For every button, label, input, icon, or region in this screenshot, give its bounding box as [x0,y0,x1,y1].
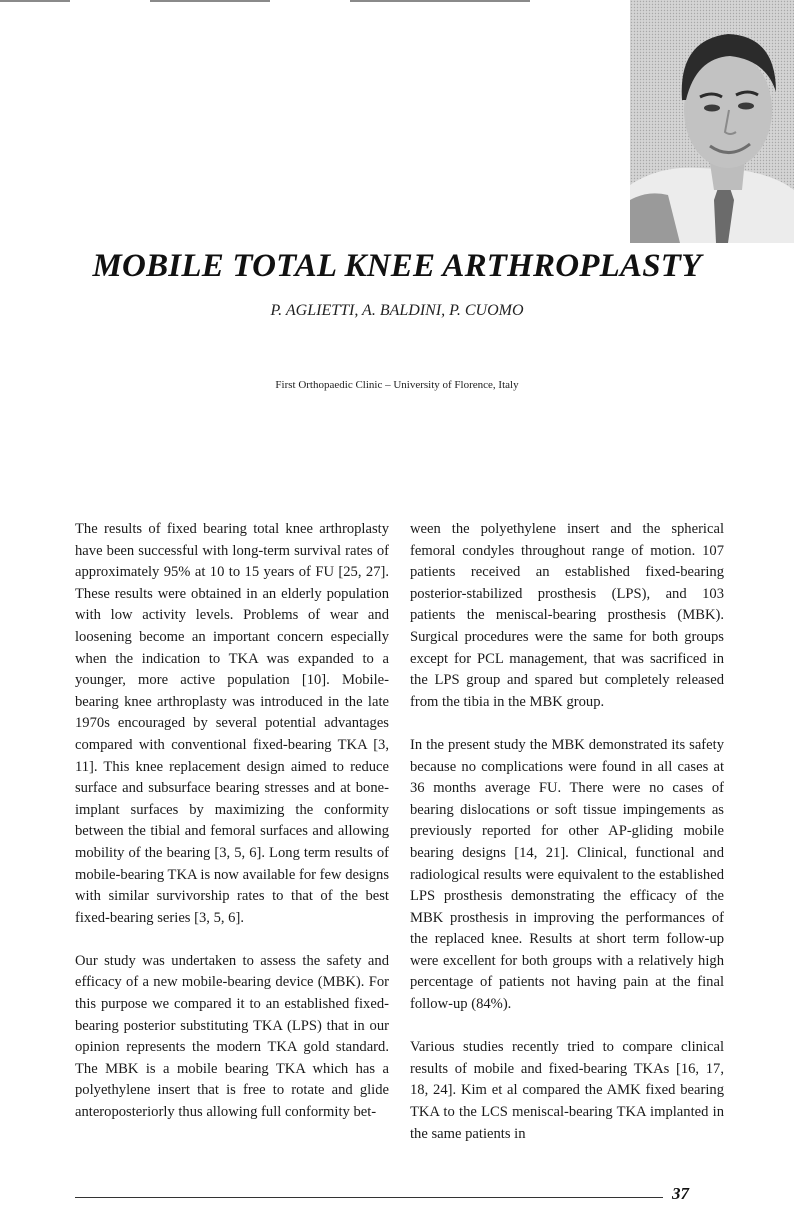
body-paragraph: ween the polyethylene insert and the spherical femoral condyles throughout range of motion. 107 patients received an established fixed-bearing posterior-stabilized prosthesis (LPS), and 103 patients the meniscal-bearing prosthesis (MBK). Surgical procedures were the same for both groups except for PCL management, that was sacrificed in the LPS group and spared but completely released from the tibia in the MBK group. [410,521,724,710]
body-column-right [410,519,724,1145]
body-column-left [75,519,389,1124]
header-rule [350,0,530,2]
header-rule [150,0,270,2]
article-authors: P. AGLIETTI, A. BALDINI, P. CUOMO [270,302,524,319]
header-rule [0,0,70,2]
body-paragraph: In the present study the MBK demonstrated its safety because no complications were found in all cases at 36 months average FU. There were no cases of bearing dislocations or soft tissue impingements as previously reported for other AP-gliding mobile bearing designs [14, 21]. Clinical, functional and radiological results were equivalent to the established LPS prosthesis demonstrating the efficacy of the MBK prosthesis in improving the performances of the replaced knee. Results at short term follow-up were excellent for both groups with a relatively high percentage of patients not having pain at the final follow-up (84%). [410,736,724,1013]
body-paragraph: The results of fixed bearing total knee arthroplasty have been successful with long-term survival rates of approximately 95% at 10 to 15 years of FU [25, 27]. These results were obtained in an elderly population with low activity levels. Problems of wear and loosening become an important concern especially when the indication to TKA was expanded to a younger, more active population [10]. Mobile-bearing knee arthroplasty was introduced in the late 1970s encouraged by several potential advantages compared with conventional fixed-bearing TKA [3, 11]. This knee replacement design aimed to reduce surface and subsurface bearing stresses and at bone-implant surfaces by maximizing the conformity between the tibial and femoral surfaces and allowing mobility of the bearing [3, 5, 6]. Long term results of mobile-bearing TKA is now available for few designs with similar survivorship rates to that of the best fixed-bearing series [3, 5, 6]. [75,521,389,926]
author-portrait-icon [630,0,794,243]
body-paragraph: Various studies recently tried to compare clinical results of mobile and fixed-bearing TKAs [16, 17, 18, 24]. Kim et al compared the AMK fixed bearing TKA to the LCS meniscal-bearing TKA implanted in the same patients in [410,1039,724,1142]
article-affiliation: First Orthopaedic Clinic – University of Florence, Italy [275,379,519,391]
article-title: MOBILE TOTAL KNEE ARTHROPLASTY [92,248,702,284]
body-paragraph: Our study was undertaken to assess the safety and efficacy of a new mobile-bearing device (MBK). For this purpose we compared it to an established fixed-bearing posterior substituting TKA (LPS) that in our opinion represents the modern TKA gold standard. The MBK is a mobile bearing TKA which has a polyethylene insert that is free to rotate and glide anteroposteriorly thus allowing full conformity bet- [75,952,389,1121]
page-number: 37 [672,1184,689,1203]
footer-rule [75,1197,663,1198]
